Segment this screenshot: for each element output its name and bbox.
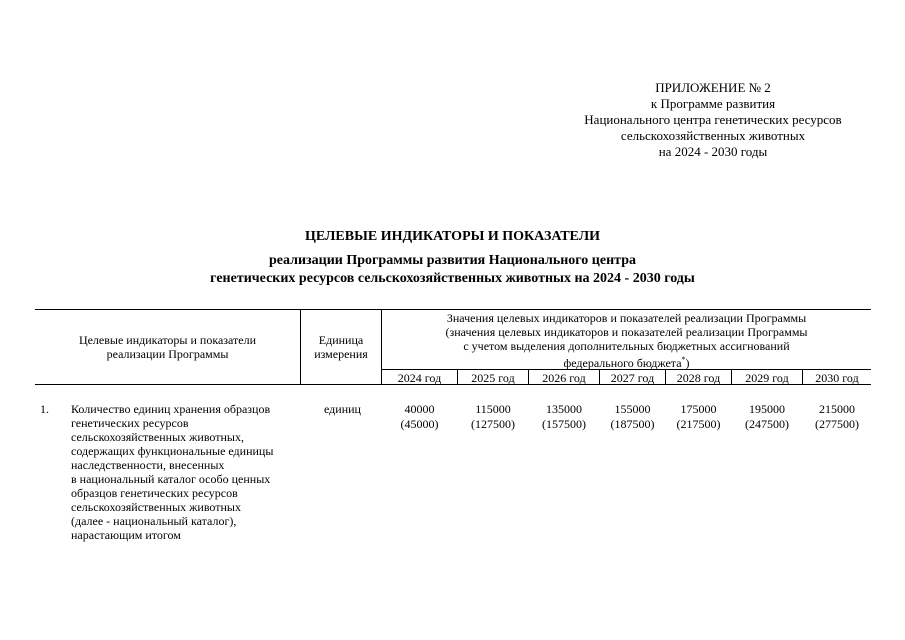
value: 215000 (819, 402, 855, 416)
value-additional: (247500) (745, 417, 789, 431)
value-cell-2027 (600, 402, 665, 432)
value-additional: (187500) (610, 417, 655, 431)
value-cell-2030 (803, 402, 871, 432)
year-header-2030: 2030 год (815, 371, 859, 385)
values-column-header (382, 311, 871, 370)
unit-column-header (301, 333, 381, 361)
value-cell-2025 (458, 402, 528, 432)
table-top-border (35, 309, 871, 310)
value-additional: (45000) (400, 417, 439, 431)
header-line: с учетом выделения дополнительных бюджетных ассигнований (463, 339, 790, 353)
indicator-line: сельскохозяйственных животных, (71, 430, 244, 444)
value-cell-2026 (529, 402, 599, 432)
value-cell-2029 (732, 402, 802, 432)
year-header-2029: 2029 год (745, 371, 789, 385)
value-additional: (277500) (815, 417, 859, 431)
value-additional: (127500) (471, 417, 515, 431)
indicator-line: наследственности, внесенных (71, 458, 225, 472)
value: 195000 (749, 402, 785, 416)
header-line: Целевые индикаторы и показатели (78, 333, 257, 347)
header-line (382, 353, 871, 370)
header-line: реализации Программы (106, 347, 229, 361)
indicator-line: генетических ресурсов (71, 416, 189, 430)
appendix-line: сельскохозяйственных животных (620, 128, 806, 143)
header-line: Значения целевых индикаторов и показателей реализации Программы (446, 311, 807, 325)
value: 135000 (546, 402, 582, 416)
value: 40000 (404, 402, 435, 416)
value-cell-2024 (382, 402, 457, 432)
indicator-line: содержащих функциональные единицы (71, 444, 274, 458)
year-header-2028: 2028 год (676, 371, 721, 385)
indicator-line: в национальный каталог особо ценных (71, 472, 271, 486)
header-line: Единица (318, 333, 364, 347)
footnote-marker: * (681, 355, 686, 364)
value-additional: (217500) (676, 417, 721, 431)
header-line-end: ) (685, 356, 690, 370)
year-header-2025: 2025 год (471, 371, 515, 385)
appendix-line: ПРИЛОЖЕНИЕ № 2 (655, 80, 771, 95)
subtitle-line: реализации Программы развития Национального центра (269, 253, 636, 268)
document-subtitle (0, 252, 905, 288)
indicator-line: (далее - национальный каталог), (71, 514, 237, 528)
appendix-line: к Программе развития (650, 96, 776, 111)
header-line: (значения целевых индикаторов и показателей реализации Программы (445, 325, 808, 339)
value-additional: (157500) (542, 417, 586, 431)
indicator-line: образцов генетических ресурсов (71, 486, 238, 500)
indicator-line: сельскохозяйственных животных (71, 500, 241, 514)
indicator-description (71, 402, 301, 542)
value: 175000 (680, 402, 717, 416)
indicator-line: нарастающим итогом (71, 528, 181, 542)
year-header-2024: 2024 год (397, 371, 442, 385)
document-title: ЦЕЛЕВЫЕ ИНДИКАТОРЫ И ПОКАЗАТЕЛИ (304, 229, 601, 244)
year-header-2026: 2026 год (542, 371, 586, 385)
appendix-line: Национального центра генетических ресурсов (584, 112, 842, 127)
value: 155000 (614, 402, 651, 416)
indicators-column-header (35, 333, 300, 361)
appendix-header (548, 80, 878, 160)
unit-cell: единиц (324, 402, 361, 416)
indicator-line: Количество единиц хранения образцов (71, 402, 271, 416)
appendix-line: на 2024 - 2030 годы (658, 144, 768, 159)
header-line-text: федерального бюджета (563, 356, 682, 370)
value: 115000 (475, 402, 511, 416)
header-line: измерения (314, 347, 368, 361)
value-cell-2028 (666, 402, 731, 432)
subtitle-line: генетических ресурсов сельскохозяйственных животных на 2024 - 2030 годы (210, 271, 695, 286)
year-header-2027: 2027 год (610, 371, 655, 385)
row-number: 1. (40, 402, 49, 416)
